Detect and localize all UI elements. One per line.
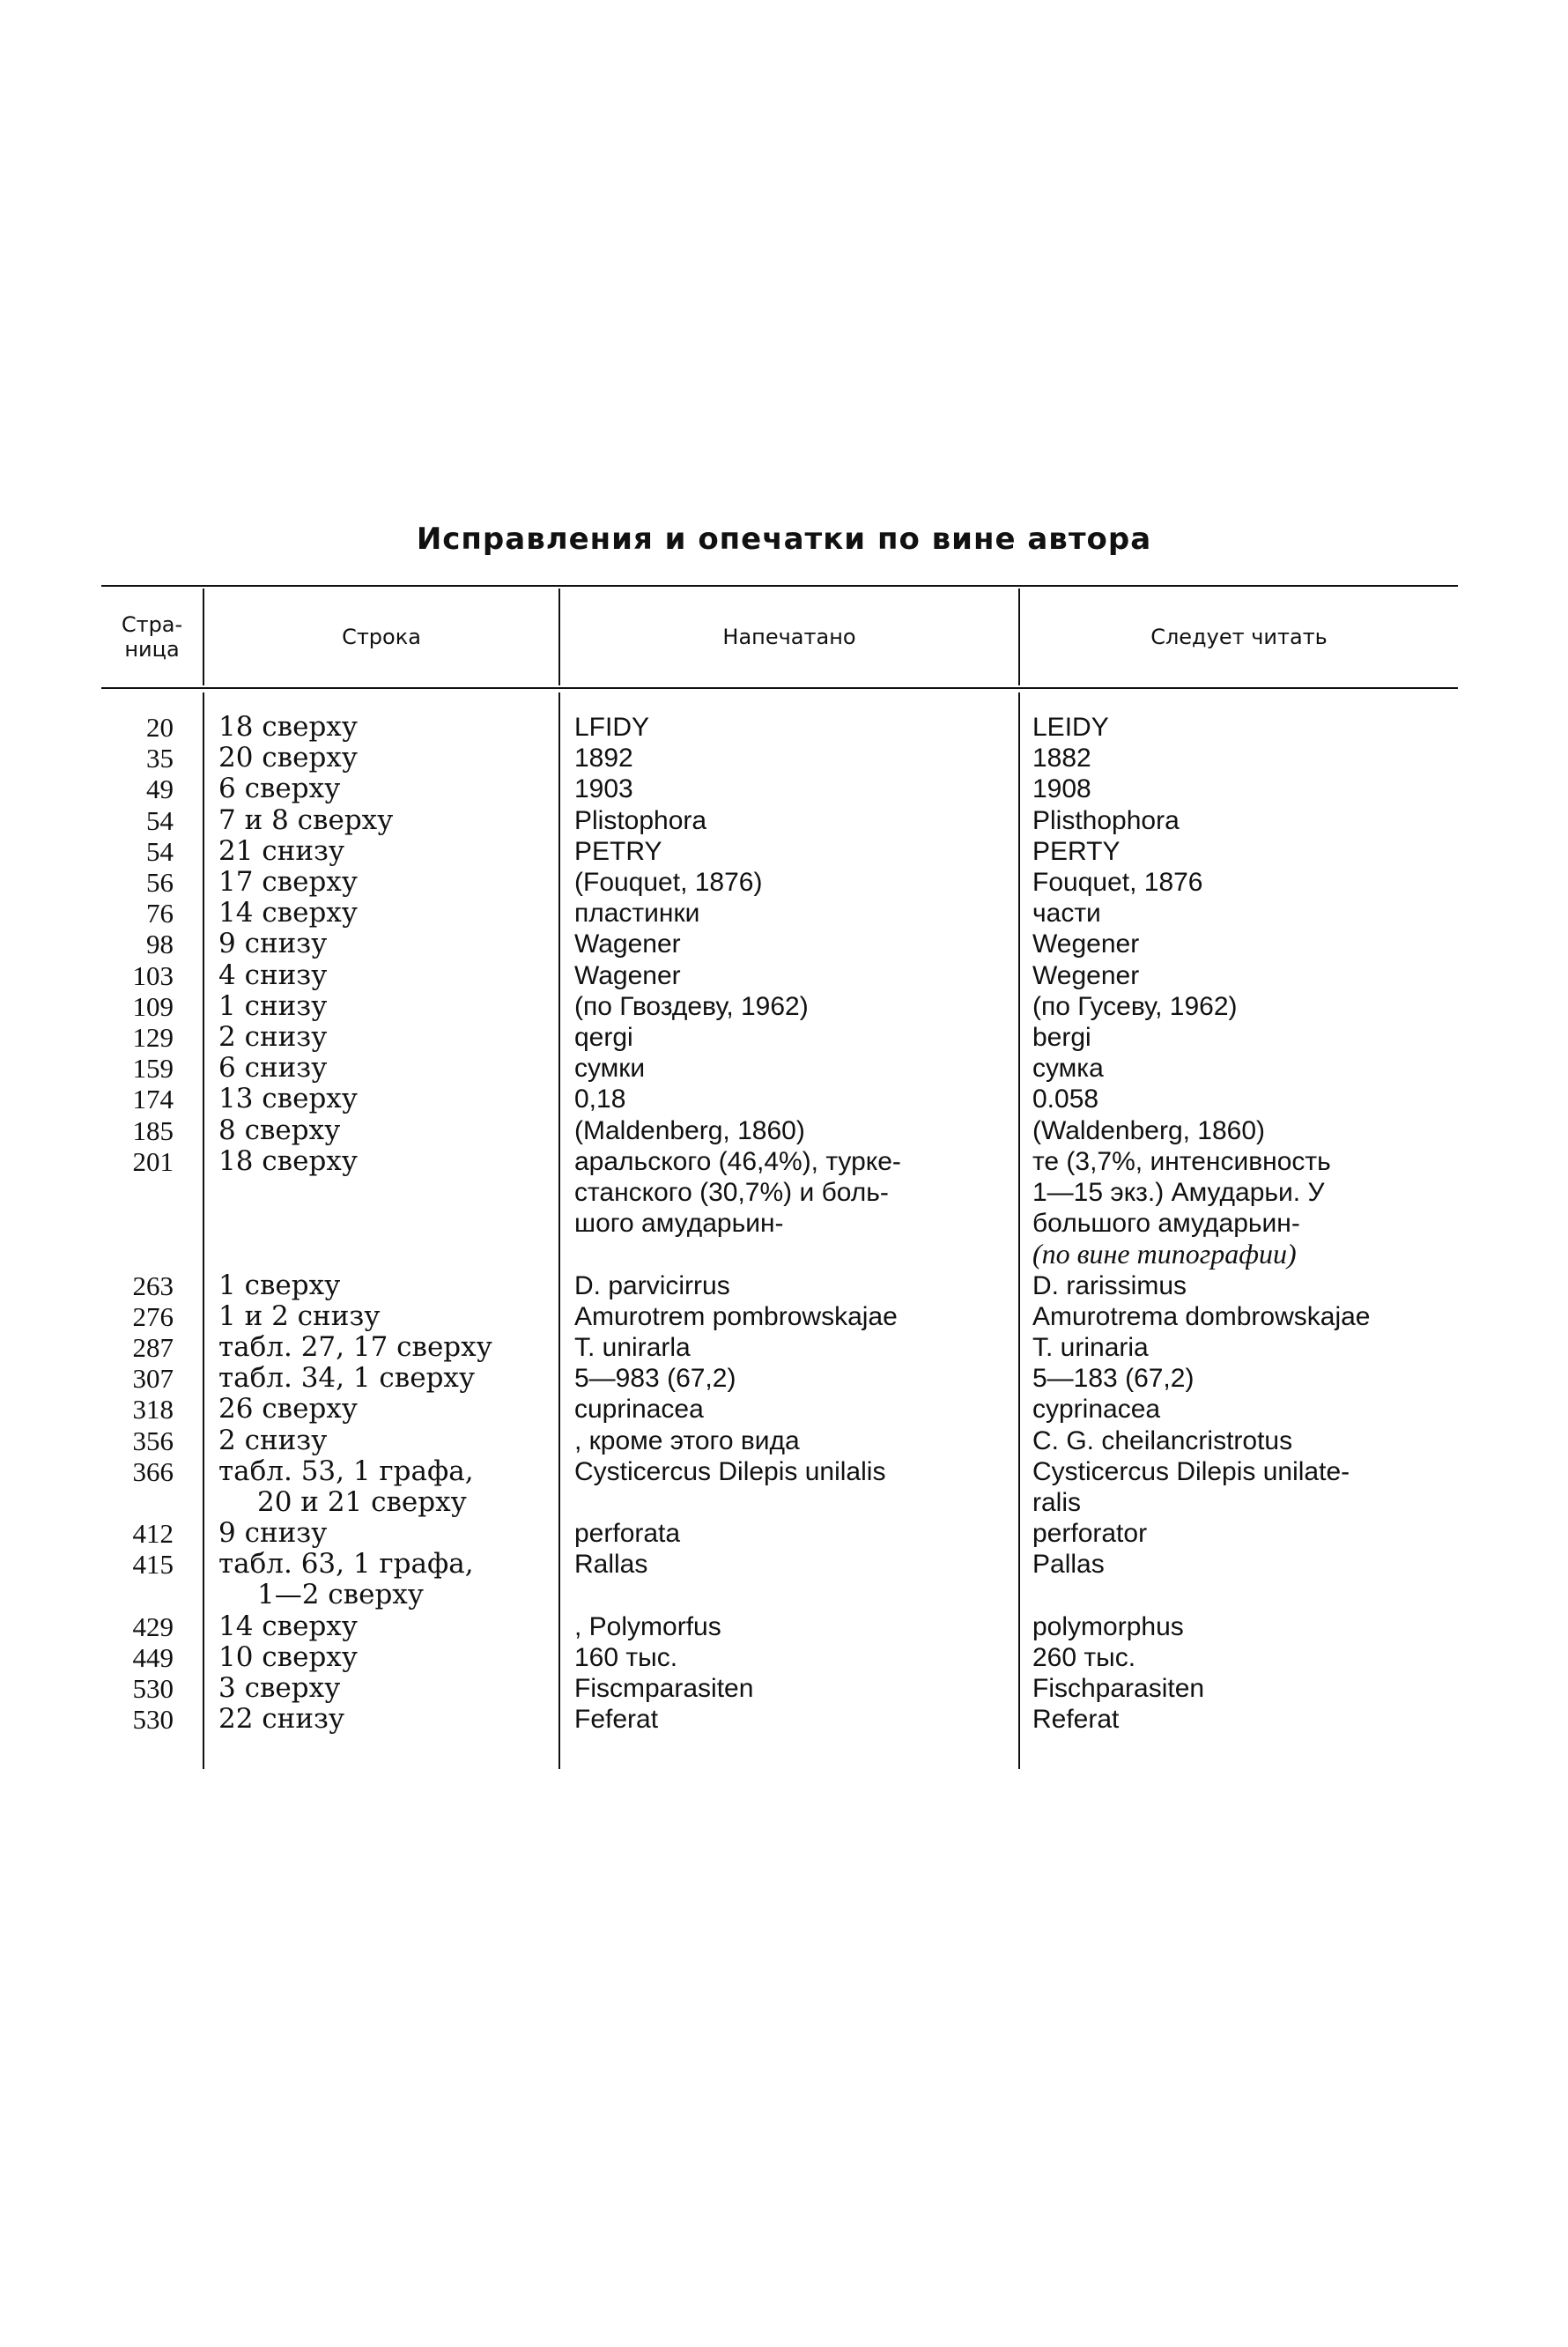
- page-number: 366: [132, 1455, 174, 1487]
- line-ref-line: 20 сверху: [218, 742, 359, 774]
- correct-text-line: Amurotrema dombrowskajae: [1032, 1301, 1371, 1331]
- line-ref: [218, 1146, 358, 1177]
- page-number: 429: [132, 1610, 174, 1642]
- printed-text: [574, 1642, 677, 1673]
- printed-text-line: Wagener: [574, 960, 681, 990]
- correct-text-line: ralis: [1032, 1487, 1082, 1517]
- line-ref: [218, 1611, 358, 1642]
- correct-text: [1032, 1611, 1184, 1642]
- line-ref: [218, 1363, 475, 1394]
- line-ref: [218, 712, 358, 743]
- printed-text-line: Rallas: [574, 1550, 648, 1580]
- correct-text: [1032, 1518, 1147, 1549]
- column-divider: [558, 692, 560, 1769]
- page-number: 98: [146, 929, 174, 960]
- printed-text-line: qergi: [574, 1023, 633, 1052]
- printed-text: [574, 1022, 633, 1053]
- correct-text: [1032, 1363, 1194, 1394]
- line-ref: [218, 1456, 474, 1518]
- page-number: 185: [132, 1114, 174, 1146]
- printed-text: [574, 1146, 901, 1239]
- correct-text-line: части: [1032, 899, 1101, 929]
- printed-text: [574, 1549, 647, 1580]
- typography-note: (по вине типографии): [1032, 1237, 1297, 1270]
- correct-text: [1032, 836, 1120, 867]
- page-number: 530: [132, 1673, 174, 1705]
- printed-text: [574, 1053, 645, 1084]
- line-ref-line: 2 снизу: [218, 1021, 328, 1053]
- line-ref: [218, 1704, 344, 1735]
- printed-text: [574, 1394, 704, 1425]
- printed-text: [574, 1084, 625, 1114]
- printed-text-line: 5—983 (67,2): [574, 1364, 736, 1394]
- printed-text-line: Wagener: [574, 929, 681, 959]
- line-ref: [218, 898, 358, 929]
- printed-text-line: аральского (46,4%), турке-: [574, 1146, 901, 1176]
- correct-text: [1032, 774, 1091, 804]
- correct-text: [1032, 1332, 1149, 1363]
- printed-text-line: Fiscmparasiten: [574, 1674, 754, 1704]
- printed-text: [574, 1270, 730, 1301]
- correct-text-line: сумка: [1032, 1054, 1104, 1084]
- correct-text: [1032, 867, 1203, 898]
- correct-text: [1032, 1549, 1105, 1580]
- line-ref-line: 2 снизу: [218, 1424, 328, 1456]
- printed-text-line: (Fouquet, 1876): [574, 868, 763, 897]
- printed-text-line: Cysticercus Dilepis unilalis: [574, 1456, 886, 1486]
- printed-text-line: LFIDY: [574, 713, 650, 742]
- printed-text: [574, 991, 809, 1022]
- page-number: 159: [132, 1053, 174, 1085]
- correct-text-line: Cysticercus Dilepis unilate-: [1032, 1456, 1350, 1486]
- printed-text-line: 0,18: [574, 1085, 626, 1114]
- printed-text-line: , кроме этого вида: [574, 1425, 800, 1455]
- header-printed: [560, 589, 1018, 685]
- line-ref-line: 9 снизу: [218, 1517, 328, 1550]
- line-ref: [218, 743, 358, 774]
- page-number: 56: [146, 867, 174, 898]
- line-ref-line: 21 снизу: [218, 834, 345, 867]
- correct-text: [1032, 743, 1091, 774]
- printed-text-line: cuprinacea: [574, 1395, 704, 1425]
- printed-text: [574, 1456, 885, 1487]
- printed-text: [574, 1611, 721, 1642]
- table-top-rule: [101, 585, 1458, 587]
- page-number: 276: [132, 1300, 174, 1332]
- correct-text-line: (Waldenberg, 1860): [1032, 1115, 1266, 1145]
- correct-text-line: Wegener: [1032, 960, 1140, 990]
- header-read-label: Следует читать: [1150, 625, 1328, 649]
- printed-text-line: T. unirarla: [574, 1333, 691, 1362]
- printed-text: [574, 1332, 691, 1363]
- page-number: 356: [132, 1425, 174, 1456]
- correct-text: [1032, 1704, 1119, 1735]
- line-ref: [218, 1518, 327, 1549]
- printed-text-line: , Polymorfus: [574, 1611, 721, 1641]
- line-ref-line: 8 сверху: [218, 1114, 341, 1146]
- column-divider: [203, 692, 204, 1769]
- printed-text: [574, 743, 633, 774]
- line-ref: [218, 1332, 492, 1363]
- printed-text-line: пластинки: [574, 899, 700, 929]
- line-ref: [218, 929, 327, 959]
- header-printed-label: Напечатано: [722, 625, 856, 649]
- header-line-label: Строка: [342, 625, 421, 649]
- printed-text: [574, 1301, 898, 1332]
- correct-text: [1032, 1022, 1091, 1053]
- correct-text: [1032, 1270, 1187, 1301]
- line-ref: [218, 774, 340, 804]
- header-page-label: Стра- ница: [121, 612, 183, 662]
- line-ref: [218, 960, 327, 991]
- line-ref-line: 7 и 8 сверху: [218, 803, 394, 836]
- line-ref: [218, 1549, 474, 1610]
- line-ref-line: 1 снизу: [218, 989, 328, 1022]
- printed-text: [574, 1425, 800, 1456]
- printed-text: [574, 1518, 680, 1549]
- line-ref: [218, 1425, 327, 1456]
- line-ref-line: 1 и 2 снизу: [218, 1299, 381, 1332]
- header-page: [101, 589, 203, 685]
- correct-text-line: 1908: [1032, 774, 1091, 804]
- page-number: 54: [146, 804, 174, 836]
- line-ref-line: 22 снизу: [218, 1703, 345, 1736]
- line-ref: [218, 1053, 327, 1084]
- printed-text: [574, 774, 633, 804]
- line-ref-line: 18 сверху: [218, 1144, 359, 1177]
- correct-text: [1032, 1456, 1350, 1518]
- page-number: 35: [146, 743, 174, 774]
- printed-text-line: Plistophora: [574, 805, 707, 835]
- correct-text-line: те (3,7%, интенсивность: [1032, 1146, 1331, 1176]
- line-ref: [218, 867, 358, 898]
- correct-text-line: Fouquet, 1876: [1032, 868, 1203, 897]
- printed-text-line: Feferat: [574, 1705, 659, 1735]
- line-ref-line: 26 сверху: [218, 1393, 359, 1425]
- correct-text-line: Referat: [1032, 1705, 1120, 1735]
- printed-text: [574, 712, 649, 743]
- correct-text: [1032, 929, 1139, 959]
- correct-text-line: большого амударьин-: [1032, 1208, 1300, 1238]
- line-ref-line: 1 сверху: [218, 1269, 341, 1301]
- line-ref-line: 18 сверху: [218, 711, 359, 743]
- header-read: [1020, 589, 1458, 685]
- correct-text-line: Pallas: [1032, 1550, 1105, 1580]
- correct-text: [1032, 1425, 1292, 1456]
- correct-text-line: cyprinacea: [1032, 1395, 1161, 1425]
- correct-text-line: bergi: [1032, 1023, 1091, 1052]
- printed-text-line: perforata: [574, 1519, 681, 1549]
- column-divider: [1018, 692, 1020, 1769]
- correct-text-line: 260 тыс.: [1032, 1643, 1136, 1672]
- printed-text: [574, 898, 699, 929]
- printed-text: [574, 960, 681, 991]
- page-number: 449: [132, 1642, 174, 1673]
- printed-text: [574, 1704, 658, 1735]
- page-number: 49: [146, 774, 174, 805]
- header-line: [204, 589, 558, 685]
- line-ref: [218, 1394, 358, 1425]
- correct-text-line: 1—15 экз.) Амударьи. У: [1032, 1177, 1325, 1207]
- page-title: Исправления и опечатки по вине автора: [416, 522, 1152, 557]
- printed-text-line: шого амударьин-: [574, 1208, 784, 1238]
- printed-text-line: 1892: [574, 744, 633, 774]
- line-ref: [218, 1084, 358, 1114]
- line-ref: [218, 1673, 340, 1704]
- page-number: 263: [132, 1270, 174, 1301]
- line-ref: [218, 991, 327, 1022]
- correct-text-line: LEIDY: [1032, 713, 1109, 742]
- printed-text-line: D. parvicirrus: [574, 1270, 730, 1300]
- correct-text: [1032, 1146, 1331, 1270]
- line-ref-line: 6 снизу: [218, 1052, 328, 1085]
- correct-text: [1032, 1673, 1204, 1704]
- correct-text-line: D. rarissimus: [1032, 1270, 1187, 1300]
- line-ref: [218, 1270, 340, 1301]
- line-ref: [218, 1115, 340, 1146]
- correct-text-line: perforator: [1032, 1519, 1148, 1549]
- correct-text: [1032, 805, 1180, 836]
- correct-text: [1032, 960, 1139, 991]
- printed-text-line: 1903: [574, 774, 633, 804]
- printed-text: [574, 836, 662, 867]
- line-ref-line: 6 сверху: [218, 773, 341, 805]
- correct-text-line: 0.058: [1032, 1085, 1099, 1114]
- page-number: 174: [132, 1084, 174, 1115]
- printed-text: [574, 1115, 805, 1146]
- line-ref-line: табл. 27, 17 сверху: [218, 1331, 492, 1363]
- correct-text: [1032, 1394, 1160, 1425]
- line-ref-line: 4 снизу: [218, 959, 328, 991]
- printed-text-line: (Maldenberg, 1860): [574, 1115, 805, 1145]
- page-number: 412: [132, 1518, 174, 1550]
- page-number: 20: [146, 712, 174, 743]
- correct-text-line: PERTY: [1032, 836, 1121, 866]
- correct-text-line: (по Гусеву, 1962): [1032, 991, 1238, 1021]
- page-number: 415: [132, 1549, 174, 1581]
- printed-text-line: PETRY: [574, 836, 662, 866]
- correct-text-line: 1882: [1032, 744, 1091, 774]
- correct-text: [1032, 1084, 1098, 1114]
- correct-text: [1032, 1301, 1370, 1332]
- printed-text: [574, 805, 706, 836]
- page-number: 318: [132, 1394, 174, 1425]
- line-ref-line: табл. 63, 1 графа,: [218, 1548, 474, 1581]
- printed-text: [574, 929, 681, 959]
- printed-text-line: (по Гвоздеву, 1962): [574, 991, 809, 1021]
- line-ref: [218, 1301, 381, 1332]
- line-ref: [218, 836, 344, 867]
- printed-text-line: сумки: [574, 1054, 646, 1084]
- line-ref-line: 14 сверху: [218, 1610, 359, 1642]
- correct-text-line: polymorphus: [1032, 1611, 1184, 1641]
- printed-text: [574, 1673, 753, 1704]
- printed-text: [574, 1363, 736, 1394]
- correct-text-line: Plisthophora: [1032, 805, 1180, 835]
- line-ref-line: 17 сверху: [218, 866, 359, 898]
- page-number: 54: [146, 835, 174, 867]
- printed-text-line: станского (30,7%) и боль-: [574, 1177, 889, 1207]
- line-ref: [218, 805, 393, 836]
- page-number: 76: [146, 898, 174, 929]
- page-number: 530: [132, 1704, 174, 1736]
- correct-text-line: 5—183 (67,2): [1032, 1364, 1194, 1394]
- correct-text: [1032, 898, 1101, 929]
- page-number: 201: [132, 1145, 174, 1177]
- line-ref: [218, 1022, 327, 1053]
- line-ref-line: табл. 34, 1 сверху: [218, 1362, 476, 1395]
- page-number: 287: [132, 1332, 174, 1363]
- page-number: 109: [132, 990, 174, 1022]
- correct-text-line: T. urinaria: [1032, 1333, 1149, 1362]
- correct-text-line: Wegener: [1032, 929, 1140, 959]
- correct-text-line: C. G. cheilancristrotus: [1032, 1425, 1293, 1455]
- line-ref-line: табл. 53, 1 графа,: [218, 1455, 474, 1487]
- table-header-rule: [101, 687, 1458, 689]
- line-ref-line: 10 сверху: [218, 1641, 359, 1673]
- line-ref-line: 1—2 сверху: [257, 1579, 425, 1611]
- correct-text-line: Fischparasiten: [1032, 1674, 1205, 1704]
- correct-text: [1032, 1642, 1135, 1673]
- line-ref-line: 3 сверху: [218, 1672, 341, 1705]
- line-ref: [218, 1642, 358, 1673]
- line-ref-line: 20 и 21 сверху: [257, 1485, 467, 1518]
- printed-text-line: Amurotrem pombrowskajae: [574, 1301, 898, 1331]
- page-number: 307: [132, 1363, 174, 1395]
- line-ref-line: 14 сверху: [218, 897, 359, 929]
- correct-text: [1032, 1115, 1265, 1146]
- correct-text: [1032, 991, 1238, 1022]
- printed-text: [574, 867, 762, 898]
- page-number: 103: [132, 959, 174, 991]
- line-ref-line: 9 снизу: [218, 928, 328, 960]
- correct-text: [1032, 1053, 1104, 1084]
- line-ref-line: 13 сверху: [218, 1083, 359, 1115]
- correct-text: [1032, 712, 1109, 743]
- page-number: 129: [132, 1022, 174, 1053]
- printed-text-line: 160 тыс.: [574, 1643, 678, 1672]
